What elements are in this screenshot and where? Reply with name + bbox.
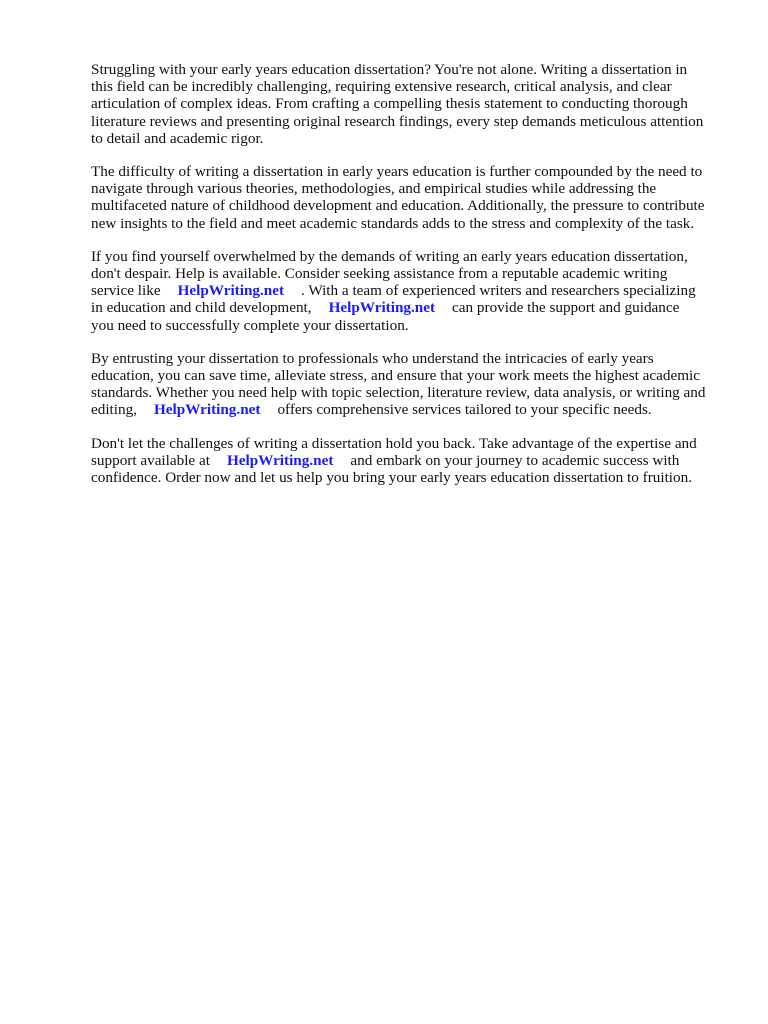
- text-line: education, you can save time, alleviate stress, and ensure that your work meets the highest academic: [91, 367, 700, 385]
- text-line: don't despair. Help is available. Consider seeking assistance from a reputable academic writing: [91, 265, 668, 283]
- text-line: new insights to the field and meet academic standards adds to the stress and complexity of the task.: [91, 214, 695, 232]
- text-segment: service like: [91, 282, 161, 300]
- text-line: to detail and academic rigor.: [91, 129, 264, 147]
- text-line: multifaceted nature of childhood development and education. Additionally, the pressure to contribute: [91, 197, 705, 215]
- text-segment: in education and child development,: [91, 299, 312, 317]
- text-line: If you find yourself overwhelmed by the demands of writing an early years education dissertation,: [91, 247, 688, 265]
- text-line: Don't let the challenges of writing a dissertation hold you back. Take advantage of the expertise and: [91, 434, 697, 452]
- text-line: [91, 452, 731, 469]
- text-line: [91, 282, 731, 299]
- text-line: literature reviews and presenting original research findings, every step demands meticulous attention: [91, 112, 704, 130]
- text-line: articulation of complex ideas. From crafting a compelling thesis statement to conducting thorough: [91, 95, 688, 113]
- document-body: [91, 61, 731, 502]
- paragraph-intro: [91, 61, 731, 147]
- paragraph-difficulty: [91, 163, 731, 232]
- text-line: By entrusting your dissertation to professionals who understand the intricacies of early years: [91, 349, 654, 367]
- text-line: confidence. Order now and let us help you bring your early years education dissertation to fruition.: [91, 469, 692, 487]
- text-line: [91, 299, 731, 316]
- text-line: this field can be incredibly challenging, requiring extensive research, critical analysis, and clear: [91, 78, 672, 96]
- text-line: standards. Whether you need help with topic selection, literature review, data analysis, or writing and: [91, 384, 706, 402]
- text-segment: and embark on your journey to academic success with: [350, 451, 680, 469]
- text-line: navigate through various theories, methodologies, and empirical studies while addressing the: [91, 180, 657, 198]
- helpwriting-link[interactable]: HelpWriting.net: [328, 299, 436, 317]
- text-segment: can provide the support and guidance: [452, 299, 680, 317]
- helpwriting-link[interactable]: HelpWriting.net: [226, 451, 334, 469]
- text-segment: . With a team of experienced writers and researchers specializing: [301, 282, 696, 300]
- text-segment: editing,: [91, 401, 137, 419]
- paragraph-closing: [91, 435, 731, 487]
- text-line: Struggling with your early years education dissertation? You're not alone. Writing a dissertation in: [91, 61, 688, 78]
- text-segment: support available at: [91, 451, 210, 469]
- paragraph-professionals: [91, 350, 731, 419]
- text-line: you need to successfully complete your dissertation.: [91, 316, 409, 334]
- helpwriting-link[interactable]: HelpWriting.net: [153, 401, 261, 419]
- text-line: The difficulty of writing a dissertation in early years education is further compounded by the need to: [91, 163, 703, 181]
- paragraph-help: [91, 248, 731, 334]
- text-line: [91, 401, 731, 418]
- helpwriting-link[interactable]: HelpWriting.net: [177, 282, 285, 300]
- text-segment: offers comprehensive services tailored to your specific needs.: [277, 401, 652, 419]
